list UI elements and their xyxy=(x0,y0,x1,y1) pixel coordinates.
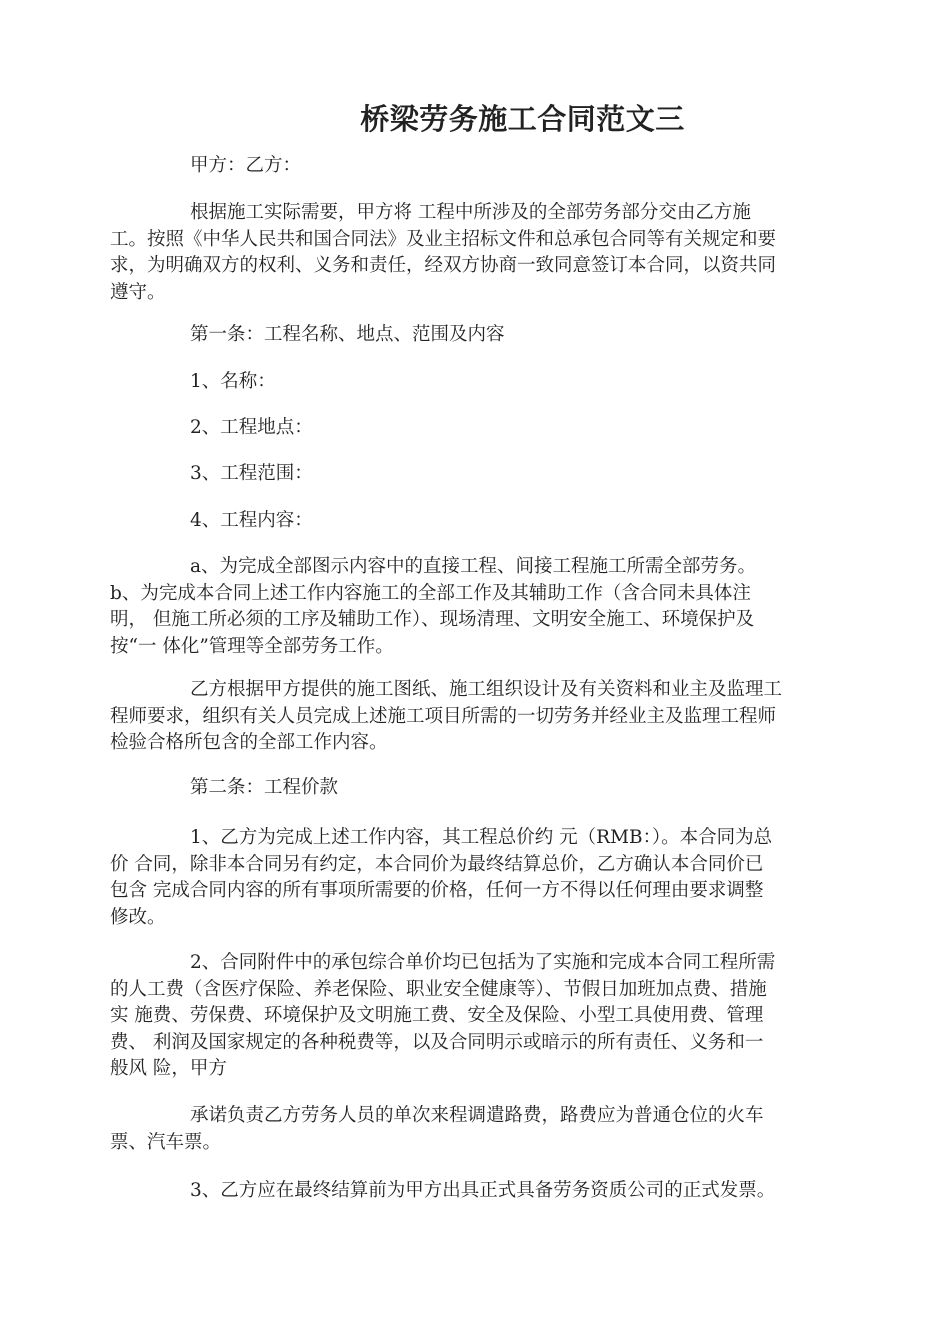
paragraph-line: 程师要求，组织有关人员完成上述施工项目所需的一切劳务并经业主及监理工程师 xyxy=(110,705,777,727)
paragraph-line: 实 施费、劳保费、环境保护及文明施工费、安全及保险、小型工具使用费、管理 xyxy=(110,1005,764,1026)
item-name xyxy=(110,369,840,396)
paragraph-line: 检验合格所包含的全部工作内容。 xyxy=(110,732,388,753)
travel-expense-paragraph xyxy=(110,1103,840,1156)
article-1-heading xyxy=(110,322,840,349)
article-2-heading xyxy=(110,775,840,802)
paragraph-line: 承诺负责乙方劳务人员的单次来程调遣路费，路费应为普通仓位的火车 xyxy=(190,1105,764,1126)
paragraph-line: 2、工程地点： xyxy=(190,417,313,438)
item-content xyxy=(110,508,840,535)
paragraph-line: b、为完成本合同上述工作内容施工的全部工作及其辅助工作（含合同未具体注 xyxy=(110,582,751,604)
price-clause-1 xyxy=(110,825,840,931)
price-clause-3 xyxy=(110,1178,840,1205)
paragraph-line: a、为完成全部图示内容中的直接工程、间接工程施工所需全部劳务。 xyxy=(190,556,757,577)
item-scope xyxy=(110,461,840,488)
paragraph-line: 费、 利润及国家规定的各种税费等，以及合同明示或暗示的所有责任、义务和一 xyxy=(110,1031,764,1053)
document-title: 桥梁劳务施工合同范文三 xyxy=(360,102,685,136)
paragraph-line: 第一条：工程名称、地点、范围及内容 xyxy=(190,324,505,345)
paragraph-line: 1、名称： xyxy=(190,371,276,392)
preamble-paragraph xyxy=(110,200,840,306)
paragraph-line: 3、工程范围： xyxy=(190,463,313,484)
paragraph-line: 般风 险，甲方 xyxy=(110,1058,227,1079)
paragraph-line: 工。按照《中华人民共和国合同法》及业主招标文件和总承包合同等有关规定和要 xyxy=(110,228,777,250)
paragraph-line: 甲方：乙方： xyxy=(190,155,302,176)
paragraph-line: 求，为明确双方的权利、义务和责任，经双方协商一致同意签订本合同，以资共同 xyxy=(110,255,777,276)
paragraph-line: 修改。 xyxy=(110,906,166,928)
price-clause-2 xyxy=(110,950,840,1083)
paragraph-line: 第二条：工程价款 xyxy=(190,777,339,798)
party-b-requirements-paragraph xyxy=(110,677,840,757)
paragraph-line: 2、合同附件中的承包综合单价均已包括为了实施和完成本合同工程所需 xyxy=(190,952,776,973)
paragraph-line: 3、乙方应在最终结算前为甲方出具正式具备劳务资质公司的正式发票。 xyxy=(190,1180,776,1201)
paragraph-line: 遵守。 xyxy=(110,281,166,303)
paragraph-line: 1、乙方为完成上述工作内容，其工程总价约 元（RMB：）。本合同为总 xyxy=(190,827,773,848)
paragraph-line: 根据施工实际需要，甲方将 工程中所涉及的全部劳务部分交由乙方施 xyxy=(190,202,751,223)
paragraph-line: 明， 但施工所必须的工序及辅助工作）、现场清理、文明安全施工、环境保护及 xyxy=(110,609,755,630)
paragraph-line: 4、工程内容： xyxy=(190,510,313,531)
paragraph-line: 按“一 体化”管理等全部劳务工作。 xyxy=(110,635,394,657)
paragraph-line: 票、汽车票。 xyxy=(110,1131,222,1153)
content-details-paragraph xyxy=(110,554,840,660)
parties-line xyxy=(110,153,840,180)
paragraph-line: 乙方根据甲方提供的施工图纸、施工组织设计及有关资料和业主及监理工 xyxy=(190,679,783,700)
item-location xyxy=(110,415,840,442)
paragraph-line: 包含 完成合同内容的所有事项所需要的价格，任何一方不得以任何理由要求调整 xyxy=(110,880,764,901)
paragraph-line: 的人工费（含医疗保险、养老保险、职业安全健康等）、节假日加班加点费、措施 xyxy=(110,978,767,1000)
paragraph-line: 价 合同，除非本合同另有约定，本合同价为最终结算总价，乙方确认本合同价已 xyxy=(110,853,764,875)
